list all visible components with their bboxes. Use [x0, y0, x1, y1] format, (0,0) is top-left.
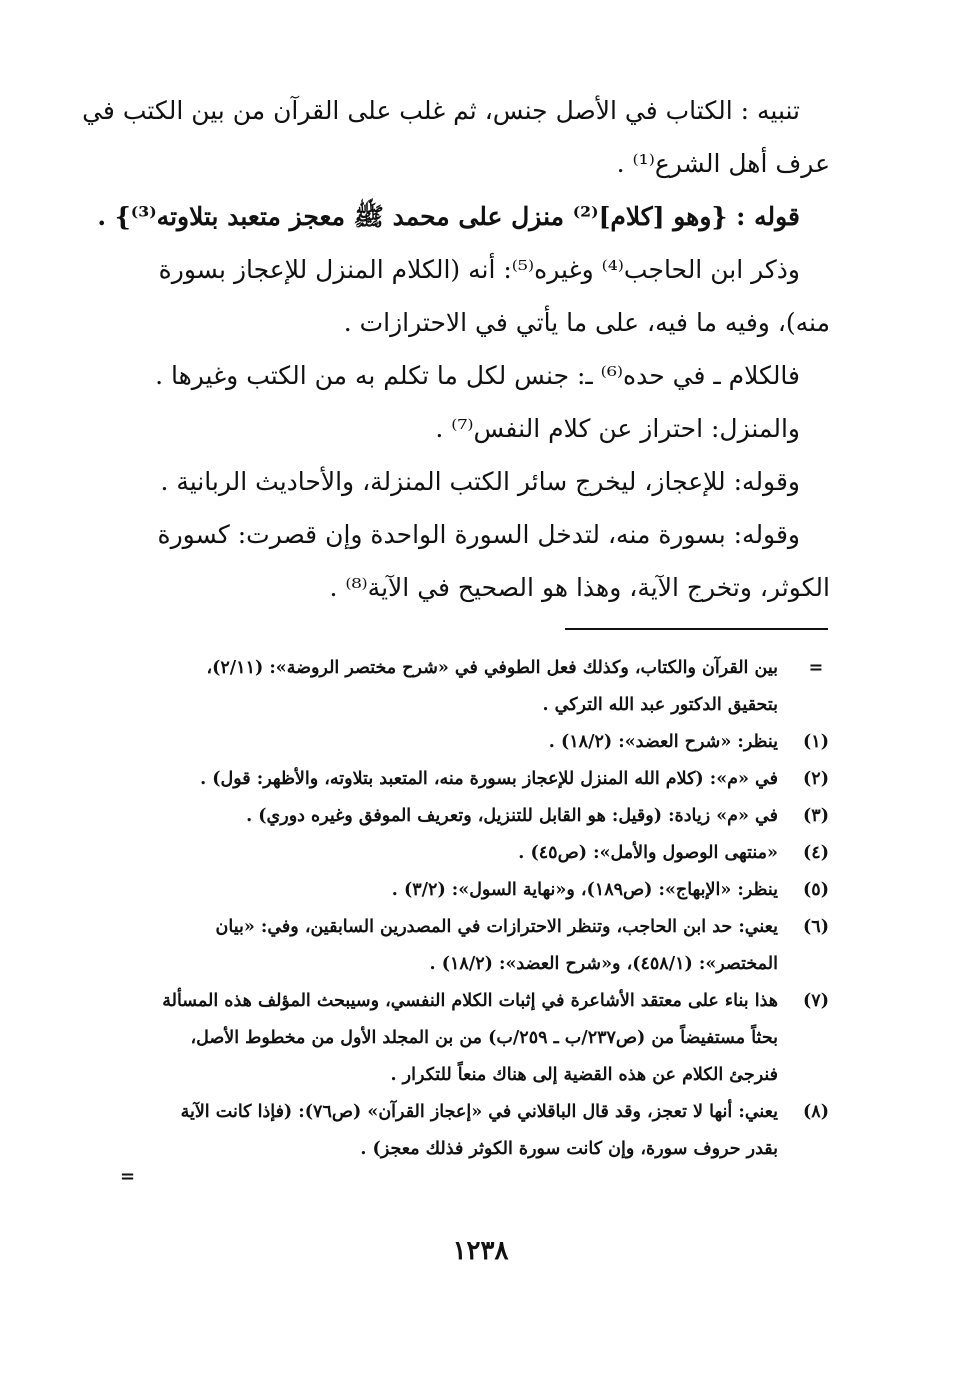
body-line: تنبيه : الكتاب في الأصل جنس، ثم غلب على القرآن من بين الكتب في — [82, 96, 800, 125]
continuation-mark: = — [808, 658, 824, 678]
body-line: وقوله: للإعجاز، ليخرج سائر الكتب المنزلة، والأحاديث الربانية . — [160, 467, 800, 496]
footnote-line: فنرجئ الكلام عن هذه القضية إلى هناك منعاً للتكرار . — [390, 1065, 778, 1085]
body-line: وقوله: بسورة منه، لتدخل السورة الواحدة وإن قصرت: كسورة — [157, 520, 800, 549]
footnote-3 — [118, 798, 840, 835]
body-line: والمنزل: احتراز عن كلام النفس⁽⁷⁾ . — [435, 414, 800, 443]
footnotes — [118, 650, 840, 1168]
footnote-number: (٦) — [803, 917, 829, 937]
footnote-8 — [118, 1094, 840, 1168]
footnote-number: (٥) — [803, 880, 829, 900]
footnote-line: في «م»: (كلام الله المنزل للإعجاز بسورة منه، المتعبد بتلاوته، والأظهر: قول) . — [200, 769, 778, 789]
footnote-separator — [565, 628, 828, 630]
footnote-number: (٢) — [803, 769, 829, 789]
body-line: منه)، وفيه ما فيه، على ما يأتي في الاحترازات . — [343, 308, 830, 337]
footnote-line: يعني: أنها لا تعجز، وقد قال الباقلاني في «إعجاز القرآن» (ص٧٦): (فإذا كانت الآية — [180, 1102, 778, 1122]
page-number: ١٢٣٨ — [452, 1236, 509, 1266]
footnote-carryover — [118, 650, 840, 724]
continuation-mark-end: = — [120, 1166, 136, 1187]
body-line: الكوثر، وتخرج الآية، وهذا هو الصحيح في الآية⁽⁸⁾ . — [329, 573, 830, 602]
footnote-5 — [118, 872, 840, 909]
footnote-line: المختصر»: (٤٥٨/١)، و«شرح العضد»: (١٨/٢) . — [429, 954, 778, 974]
body-line-quote: قوله : {وهو [كلام]⁽²⁾ منزل على محمد ﷺ معجز متعبد بتلاوته⁽³⁾} . — [97, 202, 800, 231]
footnote-number: (٣) — [803, 806, 829, 826]
footnote-number: (٧) — [803, 991, 829, 1011]
footnote-number: (٤) — [803, 843, 829, 863]
body-line: وذكر ابن الحاجب⁽⁴⁾ وغيره⁽⁵⁾: أنه (الكلام المنزل للإعجاز بسورة — [158, 255, 800, 284]
footnote-4 — [118, 835, 840, 872]
footnote-line: «منتهى الوصول والأمل»: (ص٤٥) . — [518, 843, 778, 863]
footnote-line: هذا بناء على معتقد الأشاعرة في إثبات الكلام النفسي، وسيبحث المؤلف هذه المسألة — [162, 991, 778, 1011]
footnote-1 — [118, 724, 840, 761]
footnote-line: يعني: حد ابن الحاجب، وتنظر الاحترازات في المصدرين السابقين، وفي: «بيان — [215, 917, 778, 937]
body-line: فالكلام ـ في حده⁽⁶⁾ ـ: جنس لكل ما تكلم به من الكتب وغيرها . — [155, 361, 800, 390]
footnote-6 — [118, 909, 840, 983]
footnote-line: بحثاً مستفيضاً من (ص٢٣٧/ب ـ ٢٥٩/ب) من بن المجلد الأول من مخطوط الأصل، — [190, 1028, 778, 1048]
footnote-line: ينظر: «شرح العضد»: (١٨/٢) . — [548, 732, 778, 752]
footnote-number: (١) — [803, 732, 829, 752]
footnote-line: بقدر حروف سورة، وإن كانت سورة الكوثر فذلك معجز) . — [360, 1139, 778, 1159]
footnote-line: بين القرآن والكتاب، وكذلك فعل الطوفي في «شرح مختصر الروضة»: (٢/١١)، — [206, 658, 778, 678]
footnote-2 — [118, 761, 840, 798]
footnote-line: بتحقيق الدكتور عبد الله التركي . — [542, 695, 778, 715]
footnote-line: ينظر: «الإبهاج»: (ص١٨٩)، و«نهاية السول»: (٣/٢) . — [391, 880, 778, 900]
footnote-line: في «م» زيادة: (وقيل: هو القابل للتنزيل، وتعريف الموفق وغيره دوري) . — [246, 806, 778, 826]
footnote-number: (٨) — [803, 1102, 829, 1122]
main-text — [82, 84, 830, 614]
footnote-7 — [118, 983, 840, 1094]
body-line: عرف أهل الشرع⁽¹⁾ . — [616, 149, 830, 178]
